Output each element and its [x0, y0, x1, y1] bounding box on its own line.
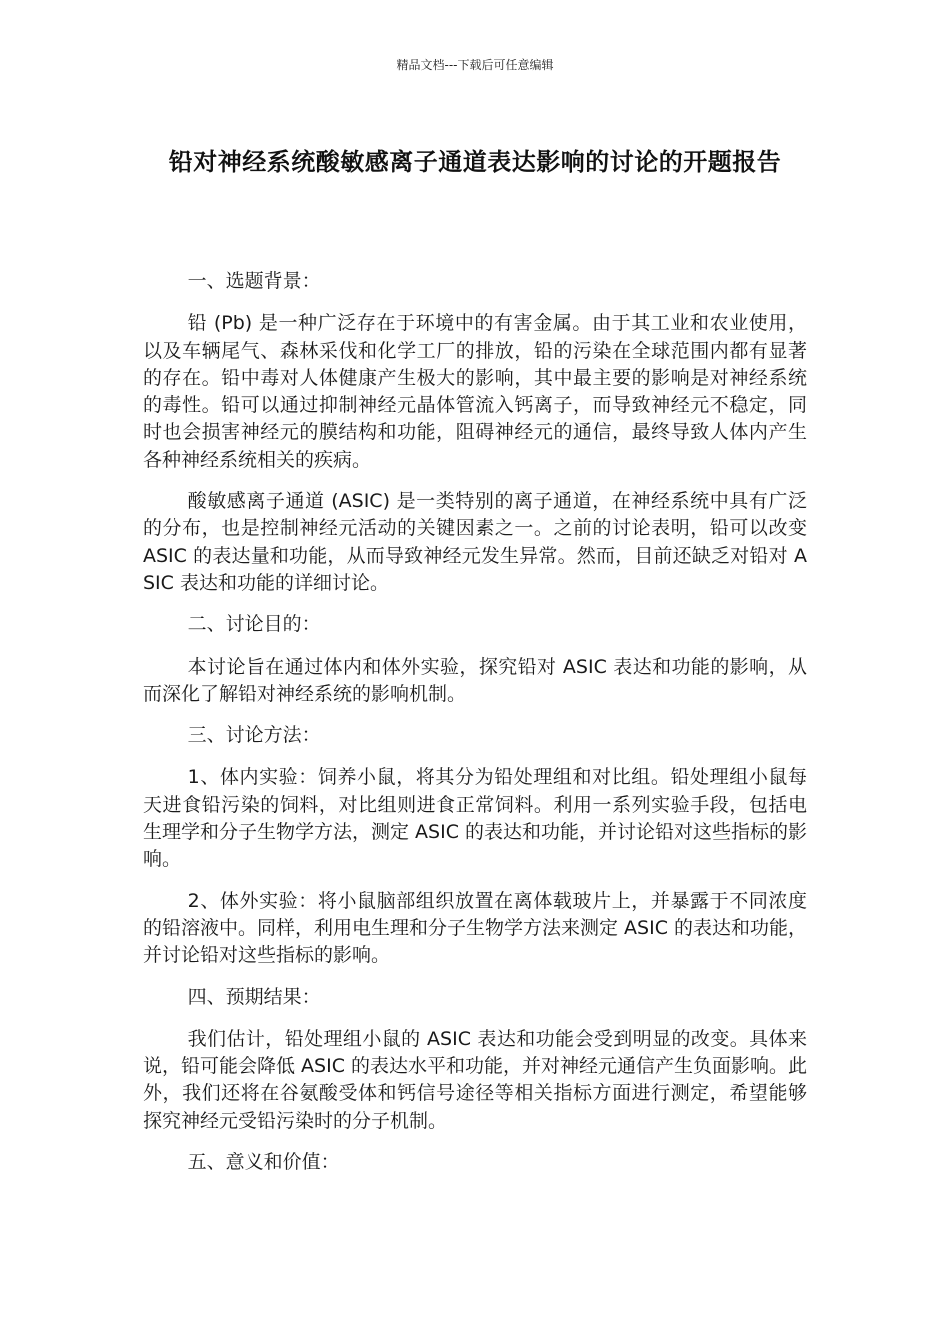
section-heading-method: 三、讨论方法：	[187, 724, 321, 747]
page-header-text: 精品文档---下载后可任意编辑	[396, 58, 554, 72]
section-heading-significance: 五、意义和价值：	[187, 1151, 340, 1174]
paragraph-background-2: 酸敏感离子通道 (ASIC) 是一类特别的离子通道，在神经系统中具有广泛的分布，也是控制神经元活动的关键因素之一。之前的讨论表明，铅可以改变 ASIC 的表达量和功能，从而导致神经元发生异常。然而，目前还缺乏对铅对 ASIC 表达和功能的详细讨论。	[143, 490, 807, 594]
paragraph-purpose-1: 本讨论旨在通过体内和体外实验，探究铅对 ASIC 表达和功能的影响，从而深化了解铅对神经系统的影响机制。	[143, 655, 807, 705]
paragraph-method-2: 2、体外实验：将小鼠脑部组织放置在离体载玻片上，并暴露于不同浓度的铅溶液中。同样，利用电生理和分子生物学方法来测定 ASIC 的表达和功能，并讨论铅对这些指标的影响。	[143, 889, 808, 967]
section-heading-results: 四、预期结果：	[187, 985, 321, 1008]
paragraph-background-1: 铅 (Pb) 是一种广泛存在于环境中的有害金属。由于其工业和农业使用，以及车辆尾气、森林采伐和化学工厂的排放，铅的污染在全球范围内都有显著的存在。铅中毒对人体健康产生极大的影响，其中最主要的影响是对神经系统的毒性。铅可以通过抑制神经元晶体管流入钙离子，而导致神经元不稳定，同时也会损害神经元的膜结构和功能，阻碍神经元的通信，最终导致人体内产生各种神经系统相关的疾病。	[143, 312, 807, 471]
section-heading-background: 一、选题背景：	[187, 270, 321, 292]
document-title: 铅对神经系统酸敏感离子通道表达影响的讨论的开题报告	[168, 148, 782, 176]
document-body	[143, 268, 807, 1191]
section-heading-purpose: 二、讨论目的：	[187, 613, 321, 636]
paragraph-results-1: 我们估计，铅处理组小鼠的 ASIC 表达和功能会受到明显的改变。具体来说，铅可能会降低 ASIC 的表达水平和功能，并对神经元通信产生负面影响。此外，我们还将在谷氨酸受体和钙信号途径等相关指标方面进行测定，希望能够探究神经元受铅污染时的分子机制。	[143, 1027, 808, 1132]
paragraph-method-1: 1、体内实验：饲养小鼠，将其分为铅处理组和对比组。铅处理组小鼠每天进食铅污染的饲料，对比组则进食正常饲料。利用一系列实验手段，包括电生理学和分子生物学方法，测定 ASIC 的表达和功能，并讨论铅对这些指标的影响。	[143, 766, 808, 871]
